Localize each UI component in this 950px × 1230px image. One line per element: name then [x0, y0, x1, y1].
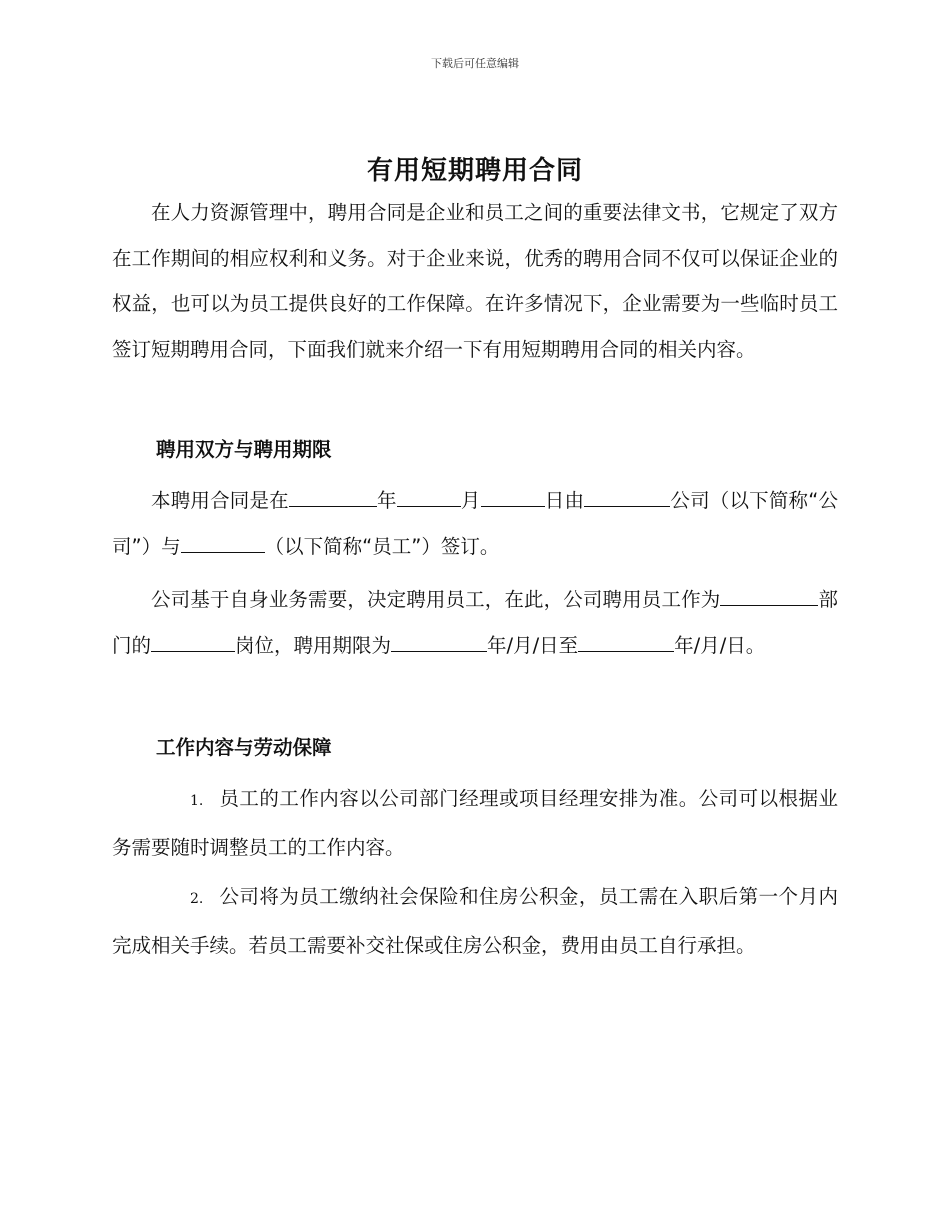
text-fragment: 年/月/日至 [487, 633, 579, 657]
blank-end-date[interactable] [578, 630, 674, 651]
list-item-text: 员工的工作内容以公司部门经理或项目经理安排为准。公司可以根据业务需要随时调整员工的工作内容。 [112, 787, 838, 859]
header-note: 下载后可任意编辑 [431, 57, 519, 70]
text-fragment: 年 [376, 489, 397, 512]
blank-position[interactable] [151, 630, 235, 651]
blank-employee[interactable] [181, 531, 265, 552]
text-fragment: 公司基于自身业务需要，决定聘用员工，在此，公司聘用员工作为 [151, 588, 721, 611]
list-item-text: 公司将为员工缴纳社会保险和住房公积金，员工需在入职后第一个月内完成相关手续。若员工需要补交社保或住房公积金，费用由员工自行承担。 [112, 885, 838, 957]
text-fragment: 公司（以下简称“公司”）与 [112, 489, 838, 558]
section-heading-parties: 聘用双方与聘用期限 [156, 438, 332, 461]
blank-company[interactable] [584, 486, 670, 507]
document-title: 有用短期聘用合同 [366, 156, 583, 186]
text-fragment: 本聘用合同是在 [151, 489, 289, 512]
list-item-number: 1. [190, 793, 204, 809]
text-fragment: 年/月/日。 [674, 633, 766, 657]
text-fragment: 岗位，聘用期限为 [235, 633, 392, 657]
list-item-number: 2. [190, 891, 204, 907]
section-heading-work: 工作内容与劳动保障 [156, 736, 332, 759]
blank-day[interactable] [481, 486, 545, 507]
text-fragment: 部门的 [112, 588, 838, 657]
intro-paragraph: 在人力资源管理中，聘用合同是企业和员工之间的重要法律文书，它规定了双方在工作期间的相应权利和义务。对于企业来说，优秀的聘用合同不仅可以保证企业的权益，也可以为员工提供良好的工作保障。在许多情况下，企业需要为一些临时员工签订短期聘用合同，下面我们就来介绍一下有用短期聘用合同的相关内容。 [112, 201, 838, 361]
text-fragment: （以下简称“员工”）签订。 [264, 534, 500, 558]
list-item [112, 776, 838, 870]
blank-month[interactable] [397, 486, 461, 507]
text-fragment: 月 [460, 489, 481, 512]
contract-parties-paragraph [112, 478, 838, 569]
text-fragment: 日由 [544, 489, 585, 512]
blank-start-date[interactable] [391, 630, 487, 651]
position-term-paragraph [112, 577, 838, 668]
blank-year[interactable] [289, 486, 377, 507]
list-item [112, 874, 838, 968]
blank-department[interactable] [720, 585, 818, 606]
